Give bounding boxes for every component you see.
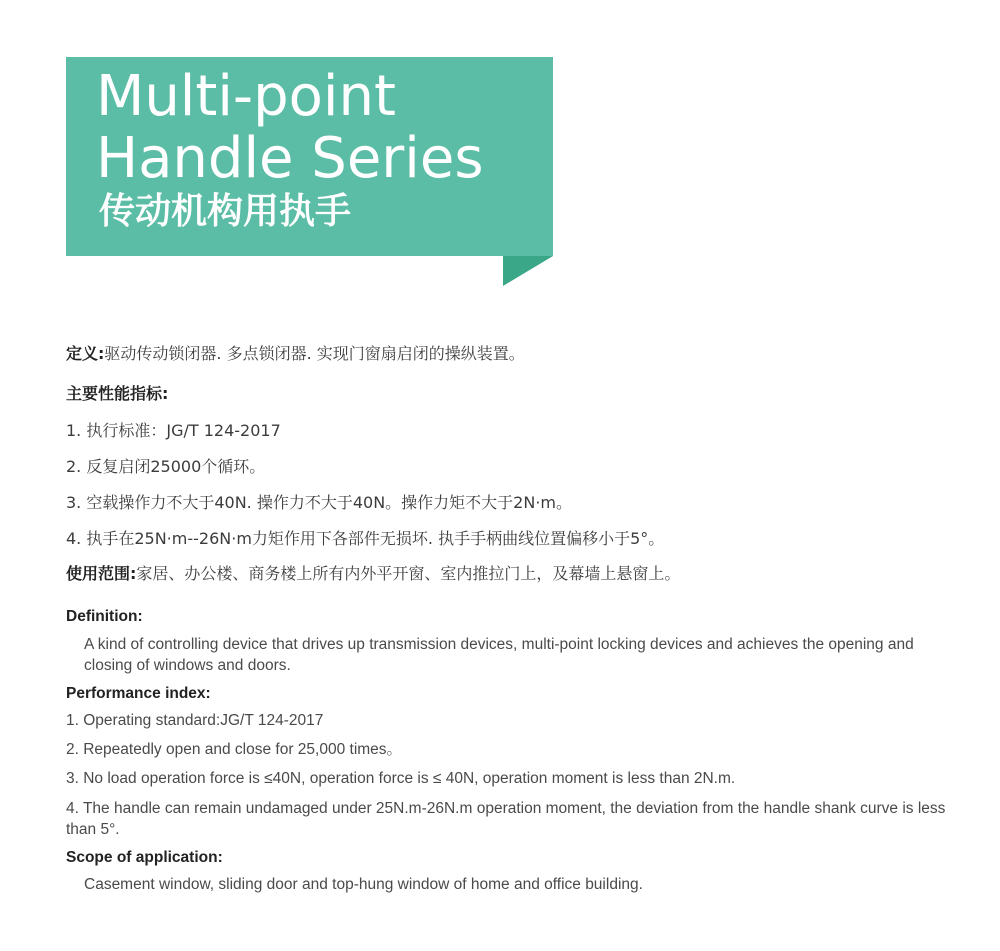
title-chinese: 传动机构用执手 — [99, 191, 352, 232]
title-english-line2: Handle Series — [96, 126, 484, 191]
cn-definition-row — [66, 342, 525, 366]
cn-perf-item-1: 1. 执行标准：JG/T 124-2017 — [66, 421, 281, 440]
fold-triangle-icon — [503, 256, 555, 286]
en-scope-label: Scope of application: — [66, 849, 223, 866]
cn-scope-row — [66, 562, 680, 586]
cn-perf-item-2: 2. 反复启闭25000个循环。 — [66, 457, 266, 476]
en-performance-label: Performance index: — [66, 685, 211, 702]
title-english — [96, 66, 484, 190]
en-definition-text: A kind of controlling device that drives up transmission devices, multi-point locking devices and achieves the opening and closing of windows and doors. — [84, 636, 914, 674]
cn-performance-label: 主要性能指标: — [66, 384, 169, 403]
title-english-line1: Multi-point — [96, 64, 396, 129]
cn-definition-text: 驱动传动锁闭器. 多点锁闭器. 实现门窗扇启闭的操纵装置。 — [104, 344, 525, 363]
en-perf-item-1: 1. Operating standard:JG/T 124-2017 — [66, 712, 324, 729]
cn-perf-item-4: 4. 执手在25N·m--26N·m力矩作用下各部件无损坏. 执手手柄曲线位置偏移小于5°。 — [66, 529, 665, 548]
en-perf-item-4: 4. The handle can remain undamaged under 25N.m-26N.m operation moment, the deviation from the handle shank curve is less than 5°. — [66, 800, 946, 838]
en-definition-label: Definition: — [66, 608, 143, 625]
cn-scope-label: 使用范围: — [66, 564, 137, 583]
cn-performance-heading — [66, 382, 168, 406]
en-perf-item-2: 2. Repeatedly open and close for 25,000 times。 — [66, 741, 403, 758]
en-scope-text: Casement window, sliding door and top-hung window of home and office building. — [84, 876, 643, 893]
cn-scope-text: 家居、办公楼、商务楼上所有内外平开窗、室内推拉门上，及幕墙上悬窗上。 — [136, 564, 681, 583]
cn-definition-label: 定义: — [66, 344, 105, 363]
cn-perf-item-3: 3. 空载操作力不大于40N. 操作力不大于40N。操作力矩不大于2N·m。 — [66, 493, 573, 512]
en-perf-item-3: 3. No load operation force is ≤40N, operation force is ≤ 40N, operation moment is less than 2N.m. — [66, 770, 736, 787]
